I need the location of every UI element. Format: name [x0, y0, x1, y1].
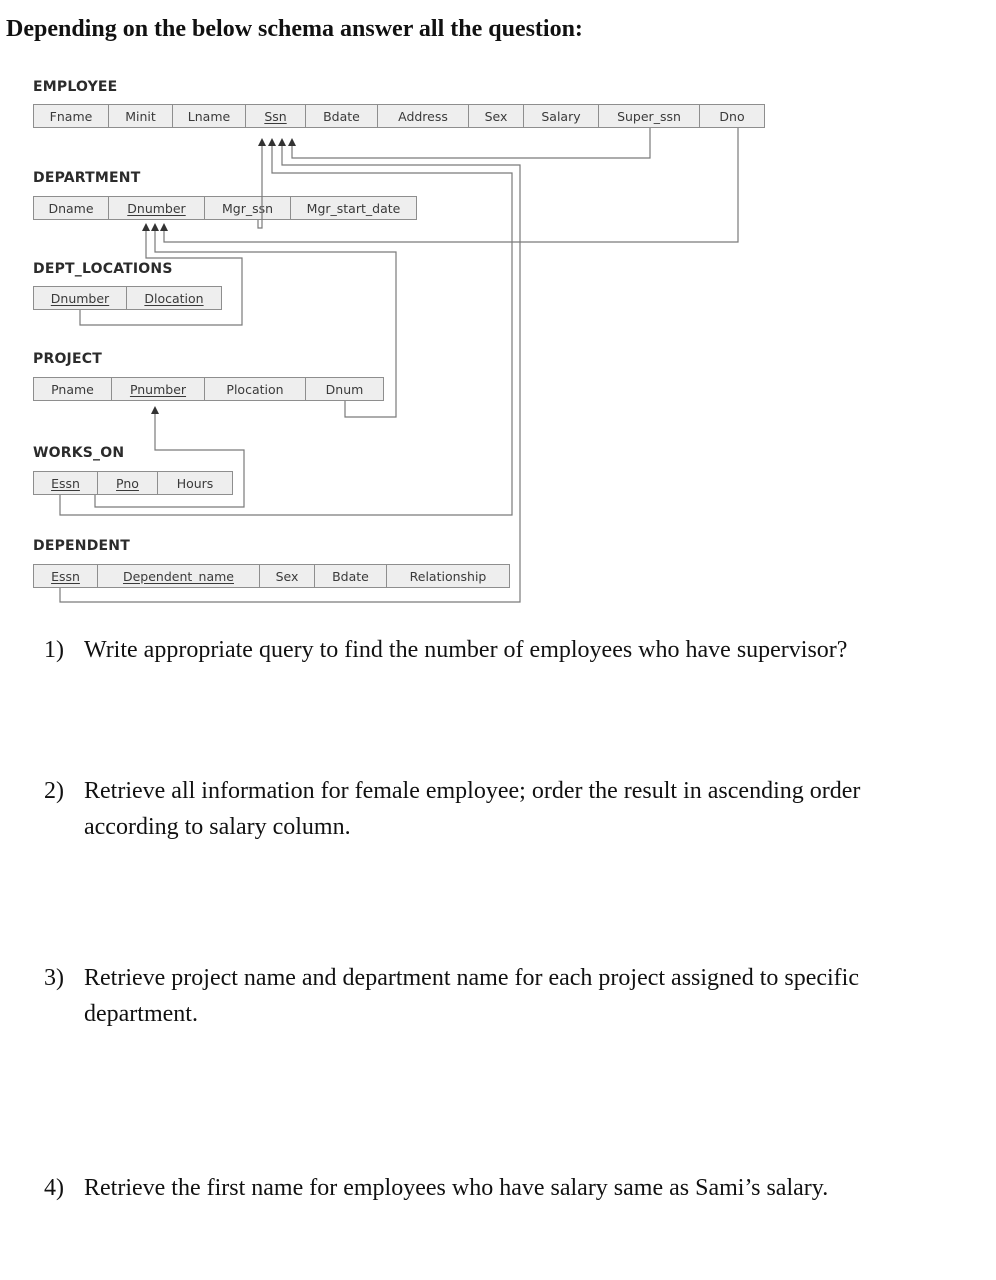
arrowhead-ssn-4: [288, 138, 296, 146]
arrowhead-dnumber-3: [160, 223, 168, 231]
arrowhead-dnumber-2: [151, 223, 159, 231]
works-on-title: WORKS_ON: [33, 445, 125, 461]
employee-attr-dno: Dno: [719, 108, 745, 124]
arrowhead-ssn-3: [278, 138, 286, 146]
department-attr-mgr-ssn: Mgr_ssn: [205, 197, 291, 219]
employee-attr-fname: Fname: [34, 105, 109, 127]
project-title: PROJECT: [33, 351, 102, 367]
fk-line-dno: [164, 128, 738, 242]
employee-title: EMPLOYEE: [33, 79, 118, 95]
fk-line-dnum: [155, 226, 396, 417]
dependent-title: DEPENDENT: [33, 538, 130, 554]
department-attr-dnumber: Dnumber: [109, 197, 205, 219]
project-attr-dnum: Dnum: [325, 381, 364, 397]
question-4: [44, 1170, 964, 1206]
fk-line-dependent-essn: [60, 140, 520, 602]
employee-attr-salary: Salary: [524, 105, 599, 127]
employee-attr-lname: Lname: [173, 105, 246, 127]
dependent-attr-relationship: Relationship: [409, 568, 487, 584]
works-on-attr-hours: Hours: [176, 475, 214, 491]
employee-attr-minit: Minit: [109, 105, 173, 127]
fk-line-dept-locations-dnumber: [80, 226, 242, 325]
arrowhead-pnumber: [151, 406, 159, 414]
question-3: [44, 960, 964, 1032]
employee-attr-ssn: Ssn: [246, 105, 306, 127]
arrowhead-ssn-1: [258, 138, 266, 146]
question-text: Write appropriate query to find the number of employees who have supervisor?: [84, 637, 848, 663]
question-text-continued: department.: [84, 1001, 198, 1027]
project-attr-pname: Pname: [34, 378, 112, 400]
dependent-attr-bdate: Bdate: [315, 565, 387, 587]
question-text: Retrieve all information for female employee; order the result in ascending order: [84, 778, 861, 804]
employee-attr-address: Address: [378, 105, 469, 127]
works-on-attr-pno: Pno: [98, 472, 158, 494]
employee-attr-super-ssn: Super_ssn: [599, 105, 700, 127]
arrowhead-dnumber-1: [142, 223, 150, 231]
project-attr-pnumber: Pnumber: [112, 378, 205, 400]
question-number: 2): [44, 778, 64, 804]
department-title: DEPARTMENT: [33, 170, 141, 186]
question-number: 4): [44, 1175, 64, 1201]
employee-attr-sex: Sex: [469, 105, 524, 127]
question-2: [44, 773, 964, 845]
question-text: Retrieve the first name for employees who have salary same as Sami’s salary.: [84, 1175, 829, 1201]
question-1: [44, 632, 964, 668]
fk-line-works-on-essn: [60, 140, 512, 515]
fk-line-mgr-ssn: [258, 140, 262, 228]
department-attr-dname: Dname: [34, 197, 109, 219]
dependent-attr-sex: Sex: [260, 565, 315, 587]
fk-line-pno: [95, 410, 244, 507]
works-on-attr-essn: Essn: [34, 472, 98, 494]
page-heading: Depending on the below schema answer all the question:: [6, 16, 583, 42]
employee-attr-bdate: Bdate: [306, 105, 378, 127]
project-attr-plocation: Plocation: [205, 378, 306, 400]
question-text: Retrieve project name and department name for each project assigned to specific: [84, 965, 859, 991]
dept-locations-attr-dlocation: Dlocation: [144, 290, 204, 306]
dependent-attr-essn: Essn: [34, 565, 98, 587]
department-attr-mgr-start-date: Mgr_start_date: [306, 200, 401, 216]
fk-line-super-ssn: [292, 128, 650, 158]
arrowhead-ssn-2: [268, 138, 276, 146]
question-number: 3): [44, 965, 64, 991]
question-text-continued: according to salary column.: [84, 814, 351, 840]
dept-locations-attr-dnumber: Dnumber: [34, 287, 127, 309]
question-number: 1): [44, 637, 64, 663]
dependent-attr-dependent-name: Dependent_name: [98, 565, 260, 587]
dept-locations-title: DEPT_LOCATIONS: [33, 261, 173, 277]
